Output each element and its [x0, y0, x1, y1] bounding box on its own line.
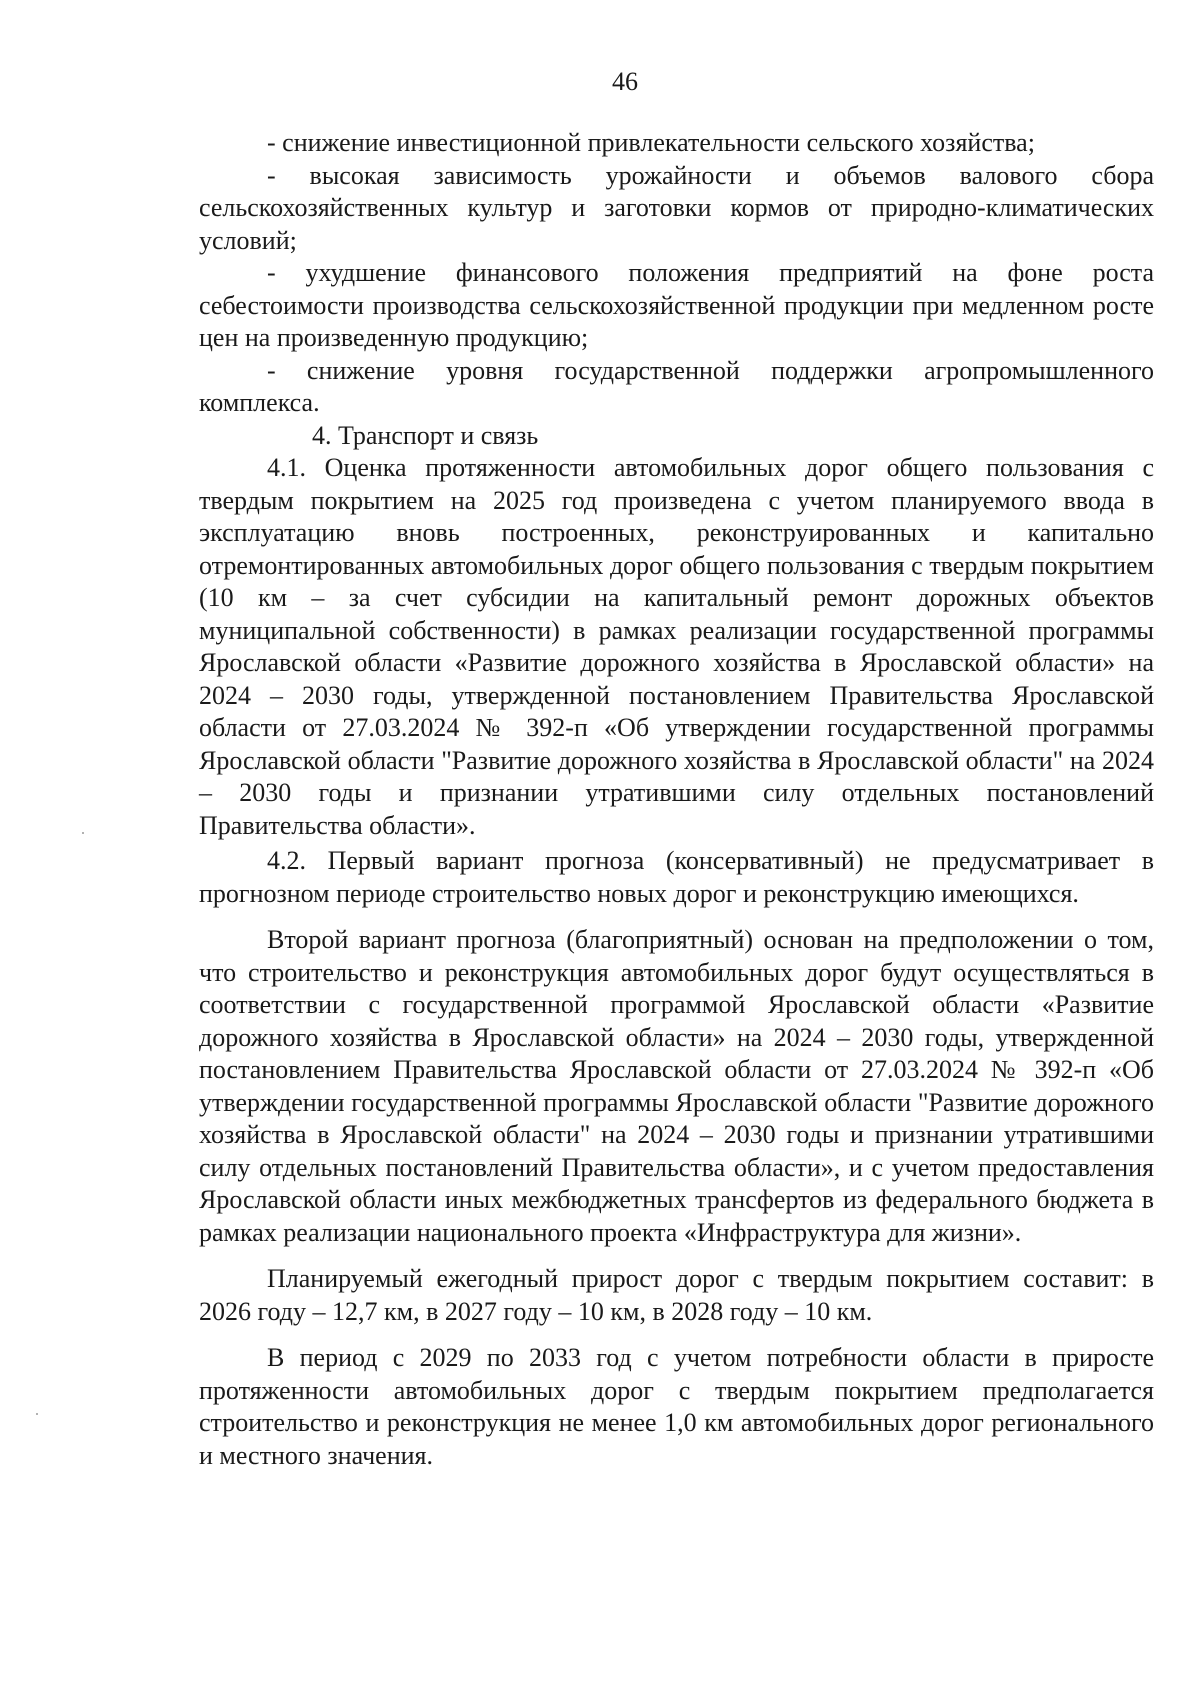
paragraph-annual-growth: Планируемый ежегодный прирост дорог с твердым покрытием составит: в 2026 году – 12,7 км, в 2027 году – 10 км, в 2028 году – 10 км.	[199, 1264, 1154, 1326]
risk-item-financial-position: - ухудшение финансового положения предприятий на фоне роста себестоимости производства сельскохозяйственной продукции при медленном росте цен на произведенную продукцию;	[199, 258, 1154, 352]
risk-item-state-support: - снижение уровня государственной поддержки агропромышленного комплекса.	[199, 355, 1154, 417]
scan-speck	[36, 1413, 38, 1415]
risk-item-climate-dependence: - высокая зависимость урожайности и объемов валового сбора сельскохозяйственных культур и заготовки кормов от природно-климатических условий;	[199, 160, 1154, 255]
paragraph-favorable-variant: Второй вариант прогноза (благоприятный) основан на предположении о том, что строительство и реконструкция автомобильных дорог будут осуществляться в соответствии с государственной программой Ярославской области «Развитие дорожного хозяйства в Ярославской области» на 2024 – 2030 годы, утвержденной постановлением Правительства Ярославской области от 27.03.2024 № 392-п «Об утверждении государственной программы Ярославской области "Развитие дорожного хозяйства в Ярославской области" на 2024 – 2030 годы и признании утратившими силу отдельных постановлений Правительства области», и с учетом предоставления Ярославской области иных межбюджетных трансфертов из федерального бюджета в рамках реализации национального проекта «Инфраструктура для жизни».	[199, 925, 1154, 1247]
scan-speck	[82, 832, 84, 834]
page-number: 46	[612, 67, 638, 96]
paragraph-2029-2033-period: В период с 2029 по 2033 год с учетом потребности области в приросте протяженности автомобильных дорог с твердым покрытием предполагается строительство и реконструкция не менее 1,0 км автомобильных дорог регионального и местного значения.	[199, 1343, 1154, 1470]
section-heading: 4. Транспорт и связь	[312, 420, 539, 450]
document-body	[199, 127, 1154, 1472]
risk-item-investment: - снижение инвестиционной привлекательности сельского хозяйства;	[267, 128, 1035, 157]
paragraph-4-1-road-length: 4.1. Оценка протяженности автомобильных дорог общего пользования с твердым покрытием на 2025 год произведена с учетом планируемого ввода в эксплуатацию вновь построенных, реконструированных и капитально отремонтированных автомобильных дорог общего пользования с твердым покрытием (10 км – за счет субсидии на капитальный ремонт дорожных объектов муниципальной собственности) в рамках реализации государственной программы Ярославской области «Развитие дорожного хозяйства в Ярославской области» на 2024 – 2030 годы, утвержденной постановлением Правительства Ярославской области от 27.03.2024 № 392-п «Об утверждении государственной программы Ярославской области "Развитие дорожного хозяйства в Ярославской области" на 2024 – 2030 годы и признании утратившими силу отдельных постановлений Правительства области».	[199, 453, 1154, 840]
paragraph-4-2-conservative-variant: 4.2. Первый вариант прогноза (консервативный) не предусматривает в прогнозном периоде строительство новых дорог и реконструкцию имеющихся.	[199, 846, 1154, 908]
